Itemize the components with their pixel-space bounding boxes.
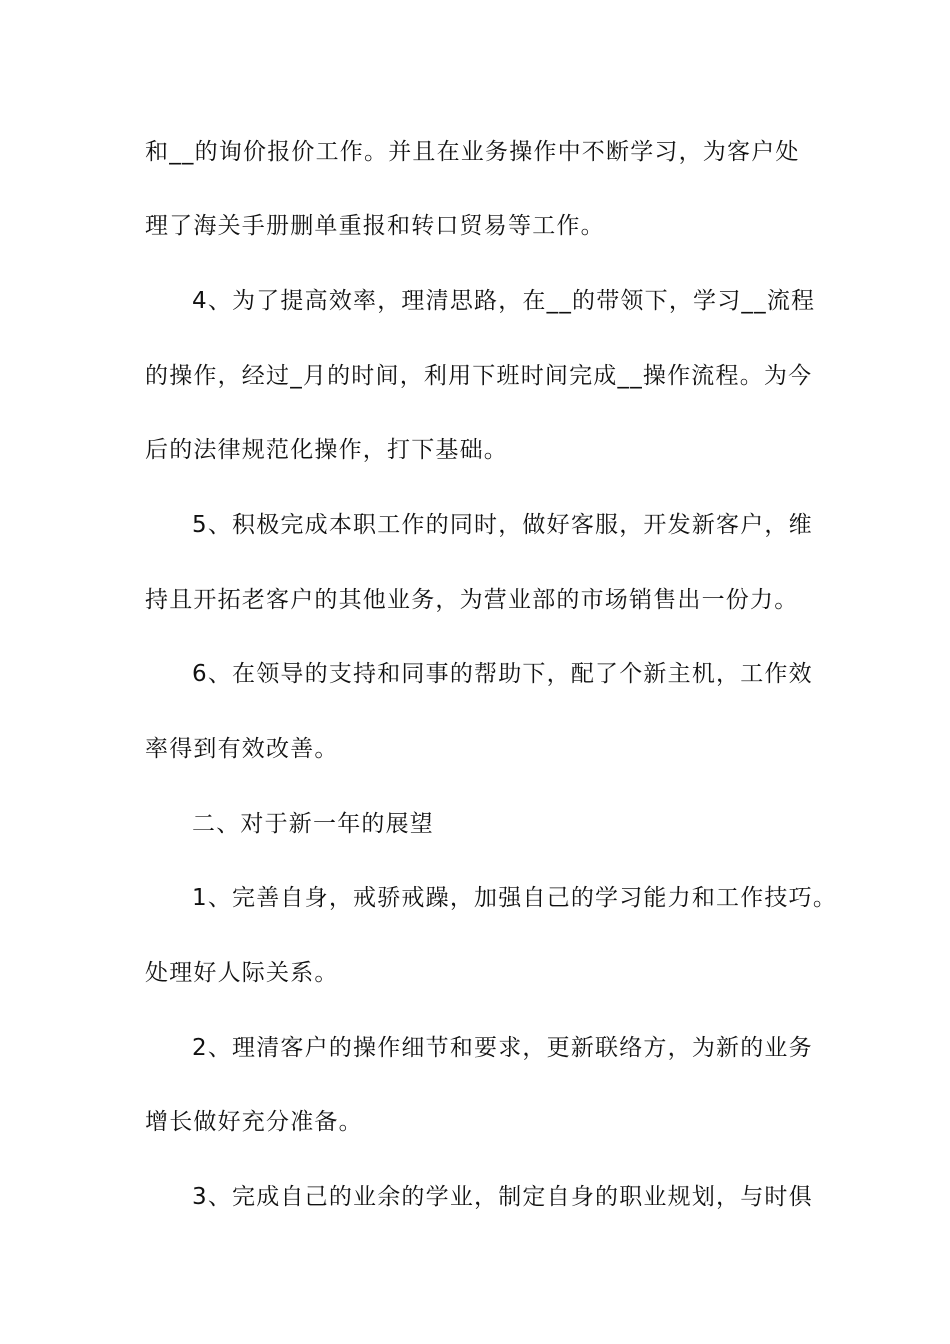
text-line: 5、积极完成本职工作的同时，做好客服，开发新客户，维: [192, 512, 813, 538]
text-line: 增长做好充分准备。: [145, 1109, 363, 1135]
text-line: 持且开拓老客户的其他业务，为营业部的市场销售出一份力。: [145, 587, 799, 613]
section-heading: 二、对于新一年的展望: [192, 811, 434, 837]
text-line: 处理好人际关系。: [145, 960, 339, 986]
text-line: 的操作，经过_月的时间，利用下班时间完成__操作流程。为今: [145, 363, 813, 389]
text-line: 1、完善自身，戒骄戒躁，加强自己的学习能力和工作技巧。: [192, 885, 838, 911]
text-line: 2、理清客户的操作细节和要求，更新联络方，为新的业务: [192, 1035, 813, 1061]
text-line: 后的法律规范化操作，打下基础。: [145, 437, 508, 463]
text-line: 3、完成自己的业余的学业，制定自身的职业规划，与时俱: [192, 1184, 813, 1210]
text-line: 率得到有效改善。: [145, 736, 339, 762]
text-line: 理了海关手册删单重报和转口贸易等工作。: [145, 213, 605, 239]
text-line: 4、为了提高效率，理清思路，在__的带领下，学习__流程: [192, 288, 816, 314]
text-line: 和__的询价报价工作。并且在业务操作中不断学习，为客户处: [145, 139, 800, 165]
text-line: 6、在领导的支持和同事的帮助下，配了个新主机，工作效: [192, 661, 813, 687]
